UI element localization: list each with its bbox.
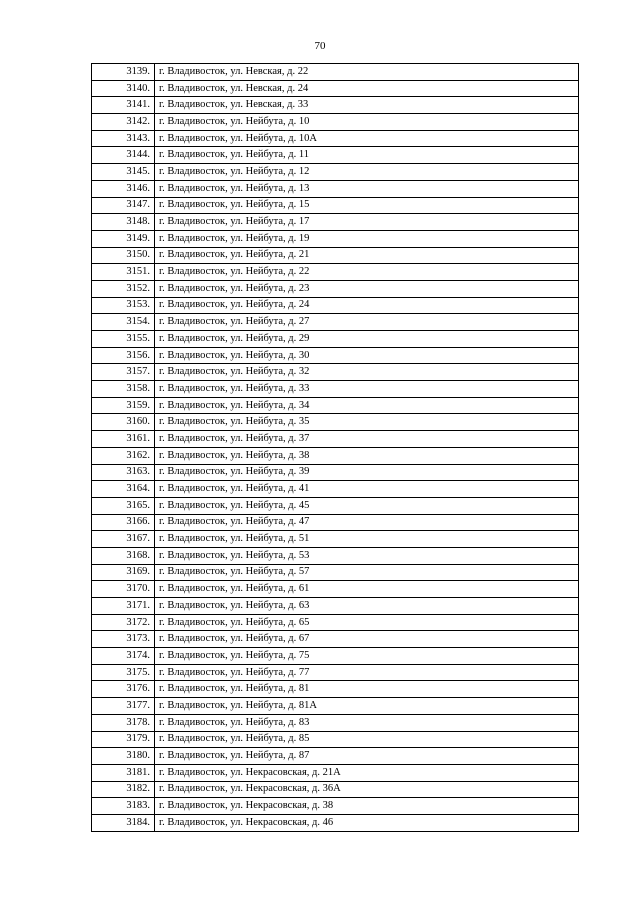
row-address: г. Владивосток, ул. Нейбута, д. 32 bbox=[155, 364, 579, 381]
row-number: 3147. bbox=[92, 197, 155, 214]
row-address: г. Владивосток, ул. Нейбута, д. 10 bbox=[155, 114, 579, 131]
row-number: 3184. bbox=[92, 814, 155, 831]
table-row bbox=[92, 664, 579, 681]
row-number: 3160. bbox=[92, 414, 155, 431]
row-address: г. Владивосток, ул. Нейбута, д. 39 bbox=[155, 464, 579, 481]
row-number: 3179. bbox=[92, 731, 155, 748]
table-row bbox=[92, 581, 579, 598]
row-number: 3170. bbox=[92, 581, 155, 598]
table-row bbox=[92, 297, 579, 314]
table-row bbox=[92, 631, 579, 648]
row-number: 3168. bbox=[92, 547, 155, 564]
row-address: г. Владивосток, ул. Нейбута, д. 81 bbox=[155, 681, 579, 698]
row-number: 3144. bbox=[92, 147, 155, 164]
row-number: 3183. bbox=[92, 798, 155, 815]
row-number: 3140. bbox=[92, 80, 155, 97]
row-address: г. Владивосток, ул. Нейбута, д. 37 bbox=[155, 431, 579, 448]
row-address: г. Владивосток, ул. Невская, д. 33 bbox=[155, 97, 579, 114]
row-address: г. Владивосток, ул. Нейбута, д. 87 bbox=[155, 748, 579, 765]
row-address: г. Владивосток, ул. Нейбута, д. 77 bbox=[155, 664, 579, 681]
row-address: г. Владивосток, ул. Нейбута, д. 12 bbox=[155, 164, 579, 181]
table-row bbox=[92, 798, 579, 815]
row-address: г. Владивосток, ул. Нейбута, д. 75 bbox=[155, 648, 579, 665]
table-row bbox=[92, 280, 579, 297]
table-row bbox=[92, 197, 579, 214]
table-row bbox=[92, 130, 579, 147]
table-row bbox=[92, 764, 579, 781]
row-address: г. Владивосток, ул. Некрасовская, д. 21А bbox=[155, 764, 579, 781]
row-address: г. Владивосток, ул. Нейбута, д. 81А bbox=[155, 698, 579, 715]
table-row bbox=[92, 214, 579, 231]
row-number: 3182. bbox=[92, 781, 155, 798]
row-address: г. Владивосток, ул. Нейбута, д. 57 bbox=[155, 564, 579, 581]
row-number: 3169. bbox=[92, 564, 155, 581]
table-row bbox=[92, 431, 579, 448]
table-row bbox=[92, 347, 579, 364]
row-number: 3141. bbox=[92, 97, 155, 114]
row-number: 3167. bbox=[92, 531, 155, 548]
table-row bbox=[92, 464, 579, 481]
row-address: г. Владивосток, ул. Нейбута, д. 17 bbox=[155, 214, 579, 231]
row-number: 3148. bbox=[92, 214, 155, 231]
row-address: г. Владивосток, ул. Некрасовская, д. 46 bbox=[155, 814, 579, 831]
table-row bbox=[92, 547, 579, 564]
row-number: 3177. bbox=[92, 698, 155, 715]
row-number: 3178. bbox=[92, 714, 155, 731]
row-number: 3155. bbox=[92, 331, 155, 348]
row-address: г. Владивосток, ул. Нейбута, д. 45 bbox=[155, 497, 579, 514]
row-address: г. Владивосток, ул. Нейбута, д. 67 bbox=[155, 631, 579, 648]
row-address: г. Владивосток, ул. Нейбута, д. 24 bbox=[155, 297, 579, 314]
table-row bbox=[92, 648, 579, 665]
address-table bbox=[91, 63, 579, 832]
row-address: г. Владивосток, ул. Нейбута, д. 11 bbox=[155, 147, 579, 164]
row-address: г. Владивосток, ул. Нейбута, д. 53 bbox=[155, 547, 579, 564]
row-number: 3175. bbox=[92, 664, 155, 681]
row-number: 3180. bbox=[92, 748, 155, 765]
row-number: 3174. bbox=[92, 648, 155, 665]
table-row bbox=[92, 414, 579, 431]
table-row bbox=[92, 531, 579, 548]
table-row bbox=[92, 247, 579, 264]
row-number: 3151. bbox=[92, 264, 155, 281]
row-address: г. Владивосток, ул. Нейбута, д. 30 bbox=[155, 347, 579, 364]
row-number: 3156. bbox=[92, 347, 155, 364]
row-number: 3171. bbox=[92, 598, 155, 615]
table-row bbox=[92, 114, 579, 131]
table-row bbox=[92, 164, 579, 181]
row-number: 3152. bbox=[92, 280, 155, 297]
row-address: г. Владивосток, ул. Нейбута, д. 13 bbox=[155, 180, 579, 197]
table-row bbox=[92, 497, 579, 514]
row-address: г. Владивосток, ул. Нейбута, д. 63 bbox=[155, 598, 579, 615]
table-row bbox=[92, 714, 579, 731]
table-row bbox=[92, 681, 579, 698]
row-address: г. Владивосток, ул. Нейбута, д. 19 bbox=[155, 230, 579, 247]
row-address: г. Владивосток, ул. Нейбута, д. 51 bbox=[155, 531, 579, 548]
table-row bbox=[92, 397, 579, 414]
table-row bbox=[92, 748, 579, 765]
row-number: 3139. bbox=[92, 64, 155, 81]
row-number: 3172. bbox=[92, 614, 155, 631]
row-address: г. Владивосток, ул. Невская, д. 22 bbox=[155, 64, 579, 81]
table-row bbox=[92, 814, 579, 831]
table-row bbox=[92, 331, 579, 348]
table-row bbox=[92, 364, 579, 381]
table-row bbox=[92, 147, 579, 164]
row-number: 3176. bbox=[92, 681, 155, 698]
row-address: г. Владивосток, ул. Нейбута, д. 35 bbox=[155, 414, 579, 431]
row-number: 3149. bbox=[92, 230, 155, 247]
row-number: 3181. bbox=[92, 764, 155, 781]
address-table-body bbox=[92, 64, 579, 832]
row-address: г. Владивосток, ул. Некрасовская, д. 38 bbox=[155, 798, 579, 815]
row-number: 3166. bbox=[92, 514, 155, 531]
row-number: 3145. bbox=[92, 164, 155, 181]
row-address: г. Владивосток, ул. Нейбута, д. 65 bbox=[155, 614, 579, 631]
table-row bbox=[92, 731, 579, 748]
table-row bbox=[92, 598, 579, 615]
row-number: 3173. bbox=[92, 631, 155, 648]
row-number: 3146. bbox=[92, 180, 155, 197]
row-number: 3165. bbox=[92, 497, 155, 514]
table-row bbox=[92, 180, 579, 197]
row-address: г. Владивосток, ул. Нейбута, д. 10А bbox=[155, 130, 579, 147]
row-address: г. Владивосток, ул. Нейбута, д. 22 bbox=[155, 264, 579, 281]
row-address: г. Владивосток, ул. Нейбута, д. 34 bbox=[155, 397, 579, 414]
table-row bbox=[92, 514, 579, 531]
row-number: 3157. bbox=[92, 364, 155, 381]
table-row bbox=[92, 381, 579, 398]
page-number: 70 bbox=[314, 40, 326, 52]
row-number: 3161. bbox=[92, 431, 155, 448]
row-address: г. Владивосток, ул. Нейбута, д. 27 bbox=[155, 314, 579, 331]
table-row bbox=[92, 698, 579, 715]
row-address: г. Владивосток, ул. Невская, д. 24 bbox=[155, 80, 579, 97]
row-address: г. Владивосток, ул. Нейбута, д. 83 bbox=[155, 714, 579, 731]
row-number: 3158. bbox=[92, 381, 155, 398]
row-number: 3153. bbox=[92, 297, 155, 314]
table-row bbox=[92, 97, 579, 114]
row-address: г. Владивосток, ул. Нейбута, д. 29 bbox=[155, 331, 579, 348]
row-number: 3154. bbox=[92, 314, 155, 331]
row-address: г. Владивосток, ул. Нейбута, д. 15 bbox=[155, 197, 579, 214]
table-row bbox=[92, 781, 579, 798]
row-number: 3164. bbox=[92, 481, 155, 498]
row-number: 3162. bbox=[92, 447, 155, 464]
table-row bbox=[92, 64, 579, 81]
row-address: г. Владивосток, ул. Нейбута, д. 38 bbox=[155, 447, 579, 464]
row-number: 3143. bbox=[92, 130, 155, 147]
row-address: г. Владивосток, ул. Нейбута, д. 47 bbox=[155, 514, 579, 531]
row-address: г. Владивосток, ул. Нейбута, д. 23 bbox=[155, 280, 579, 297]
row-address: г. Владивосток, ул. Нейбута, д. 61 bbox=[155, 581, 579, 598]
table-row bbox=[92, 614, 579, 631]
row-number: 3159. bbox=[92, 397, 155, 414]
row-number: 3150. bbox=[92, 247, 155, 264]
table-row bbox=[92, 481, 579, 498]
table-row bbox=[92, 564, 579, 581]
row-address: г. Владивосток, ул. Нейбута, д. 33 bbox=[155, 381, 579, 398]
table-row bbox=[92, 264, 579, 281]
table-row bbox=[92, 447, 579, 464]
row-address: г. Владивосток, ул. Нейбута, д. 41 bbox=[155, 481, 579, 498]
row-address: г. Владивосток, ул. Некрасовская, д. 36А bbox=[155, 781, 579, 798]
table-row bbox=[92, 314, 579, 331]
row-address: г. Владивосток, ул. Нейбута, д. 85 bbox=[155, 731, 579, 748]
row-number: 3142. bbox=[92, 114, 155, 131]
table-row bbox=[92, 230, 579, 247]
table-row bbox=[92, 80, 579, 97]
row-address: г. Владивосток, ул. Нейбута, д. 21 bbox=[155, 247, 579, 264]
row-number: 3163. bbox=[92, 464, 155, 481]
